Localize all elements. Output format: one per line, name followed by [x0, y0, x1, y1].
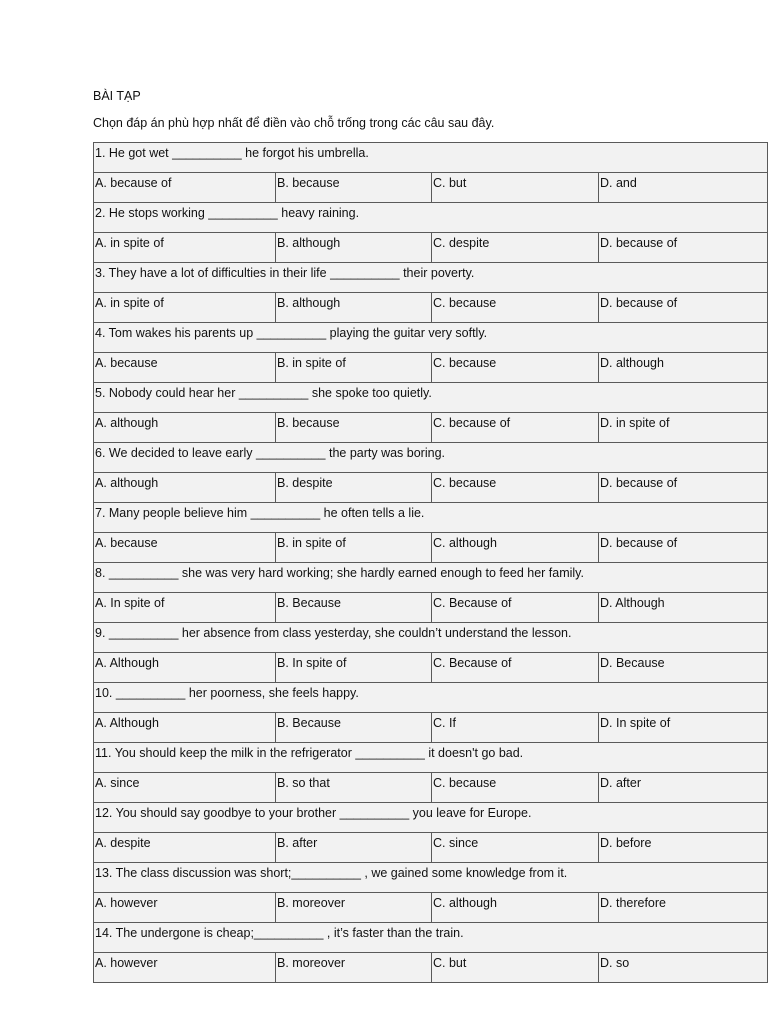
question-row	[94, 623, 768, 653]
option-b: B. Because	[276, 713, 432, 743]
option-d: D. after	[599, 773, 768, 803]
question-row	[94, 143, 768, 173]
options-row	[94, 173, 768, 203]
option-a: A. in spite of	[94, 293, 276, 323]
question-text: 13. The class discussion was short;__________ , we gained some knowledge from it.	[94, 863, 768, 893]
option-b: B. although	[276, 293, 432, 323]
option-a: A. although	[94, 473, 276, 503]
option-d: D. because of	[599, 473, 768, 503]
option-d: D. In spite of	[599, 713, 768, 743]
instruction-text: Chọn đáp án phù hợp nhất để điền vào chỗ trống trong các câu sau đây.	[93, 116, 495, 130]
options-row	[94, 773, 768, 803]
option-b: B. because	[276, 413, 432, 443]
option-c: C. Because of	[432, 653, 599, 683]
option-a: A. because of	[94, 173, 276, 203]
question-row	[94, 803, 768, 833]
options-row	[94, 413, 768, 443]
option-d: D. because of	[599, 533, 768, 563]
question-row	[94, 203, 768, 233]
option-a: A. In spite of	[94, 593, 276, 623]
option-b: B. Because	[276, 593, 432, 623]
option-c: C. although	[432, 533, 599, 563]
option-c: C. because	[432, 473, 599, 503]
option-b: B. moreover	[276, 953, 432, 983]
option-c: C. but	[432, 953, 599, 983]
question-text: 9. __________ her absence from class yesterday, she couldn’t understand the lesson.	[94, 623, 768, 653]
options-row	[94, 293, 768, 323]
option-c: C. despite	[432, 233, 599, 263]
option-d: D. and	[599, 173, 768, 203]
question-text: 7. Many people believe him __________ he often tells a lie.	[94, 503, 768, 533]
question-row	[94, 443, 768, 473]
question-row	[94, 563, 768, 593]
question-text: 2. He stops working __________ heavy raining.	[94, 203, 768, 233]
option-b: B. so that	[276, 773, 432, 803]
question-text: 14. The undergone is cheap;__________ , it’s faster than the train.	[94, 923, 768, 953]
option-c: C. but	[432, 173, 599, 203]
options-row	[94, 233, 768, 263]
exercise-table	[93, 142, 768, 983]
option-c: C. since	[432, 833, 599, 863]
option-b: B. In spite of	[276, 653, 432, 683]
question-row	[94, 263, 768, 293]
question-row	[94, 863, 768, 893]
option-b: B. after	[276, 833, 432, 863]
question-text: 3. They have a lot of difficulties in their life __________ their poverty.	[94, 263, 768, 293]
question-text: 8. __________ she was very hard working; she hardly earned enough to feed her family.	[94, 563, 768, 593]
question-text: 4. Tom wakes his parents up __________ playing the guitar very softly.	[94, 323, 768, 353]
option-d: D. before	[599, 833, 768, 863]
option-d: D. therefore	[599, 893, 768, 923]
options-row	[94, 353, 768, 383]
question-text: 10. __________ her poorness, she feels happy.	[94, 683, 768, 713]
option-d: D. although	[599, 353, 768, 383]
option-c: C. If	[432, 713, 599, 743]
options-row	[94, 833, 768, 863]
page-title: BÀI TẠP	[93, 89, 141, 103]
options-row	[94, 593, 768, 623]
option-c: C. because	[432, 773, 599, 803]
option-b: B. although	[276, 233, 432, 263]
option-a: A. however	[94, 953, 276, 983]
option-c: C. although	[432, 893, 599, 923]
option-a: A. because	[94, 353, 276, 383]
option-a: A. however	[94, 893, 276, 923]
option-b: B. moreover	[276, 893, 432, 923]
option-b: B. despite	[276, 473, 432, 503]
option-d: D. Although	[599, 593, 768, 623]
option-a: A. despite	[94, 833, 276, 863]
option-d: D. because of	[599, 293, 768, 323]
question-text: 12. You should say goodbye to your brother __________ you leave for Europe.	[94, 803, 768, 833]
option-a: A. Although	[94, 713, 276, 743]
option-a: A. although	[94, 413, 276, 443]
question-row	[94, 503, 768, 533]
options-row	[94, 473, 768, 503]
question-text: 6. We decided to leave early __________ the party was boring.	[94, 443, 768, 473]
options-row	[94, 533, 768, 563]
option-a: A. because	[94, 533, 276, 563]
options-row	[94, 713, 768, 743]
option-c: C. because of	[432, 413, 599, 443]
option-a: A. Although	[94, 653, 276, 683]
question-text: 5. Nobody could hear her __________ she spoke too quietly.	[94, 383, 768, 413]
option-d: D. so	[599, 953, 768, 983]
option-b: B. in spite of	[276, 533, 432, 563]
question-row	[94, 383, 768, 413]
option-d: D. Because	[599, 653, 768, 683]
option-b: B. because	[276, 173, 432, 203]
question-row	[94, 743, 768, 773]
question-row	[94, 683, 768, 713]
question-text: 1. He got wet __________ he forgot his umbrella.	[94, 143, 768, 173]
options-row	[94, 893, 768, 923]
question-row	[94, 323, 768, 353]
option-b: B. in spite of	[276, 353, 432, 383]
question-text: 11. You should keep the milk in the refrigerator __________ it doesn't go bad.	[94, 743, 768, 773]
options-row	[94, 653, 768, 683]
option-a: A. in spite of	[94, 233, 276, 263]
option-a: A. since	[94, 773, 276, 803]
question-row	[94, 923, 768, 953]
options-row	[94, 953, 768, 983]
option-c: C. Because of	[432, 593, 599, 623]
option-d: D. because of	[599, 233, 768, 263]
option-c: C. because	[432, 353, 599, 383]
option-c: C. because	[432, 293, 599, 323]
exercise-table-body	[94, 143, 768, 983]
option-d: D. in spite of	[599, 413, 768, 443]
